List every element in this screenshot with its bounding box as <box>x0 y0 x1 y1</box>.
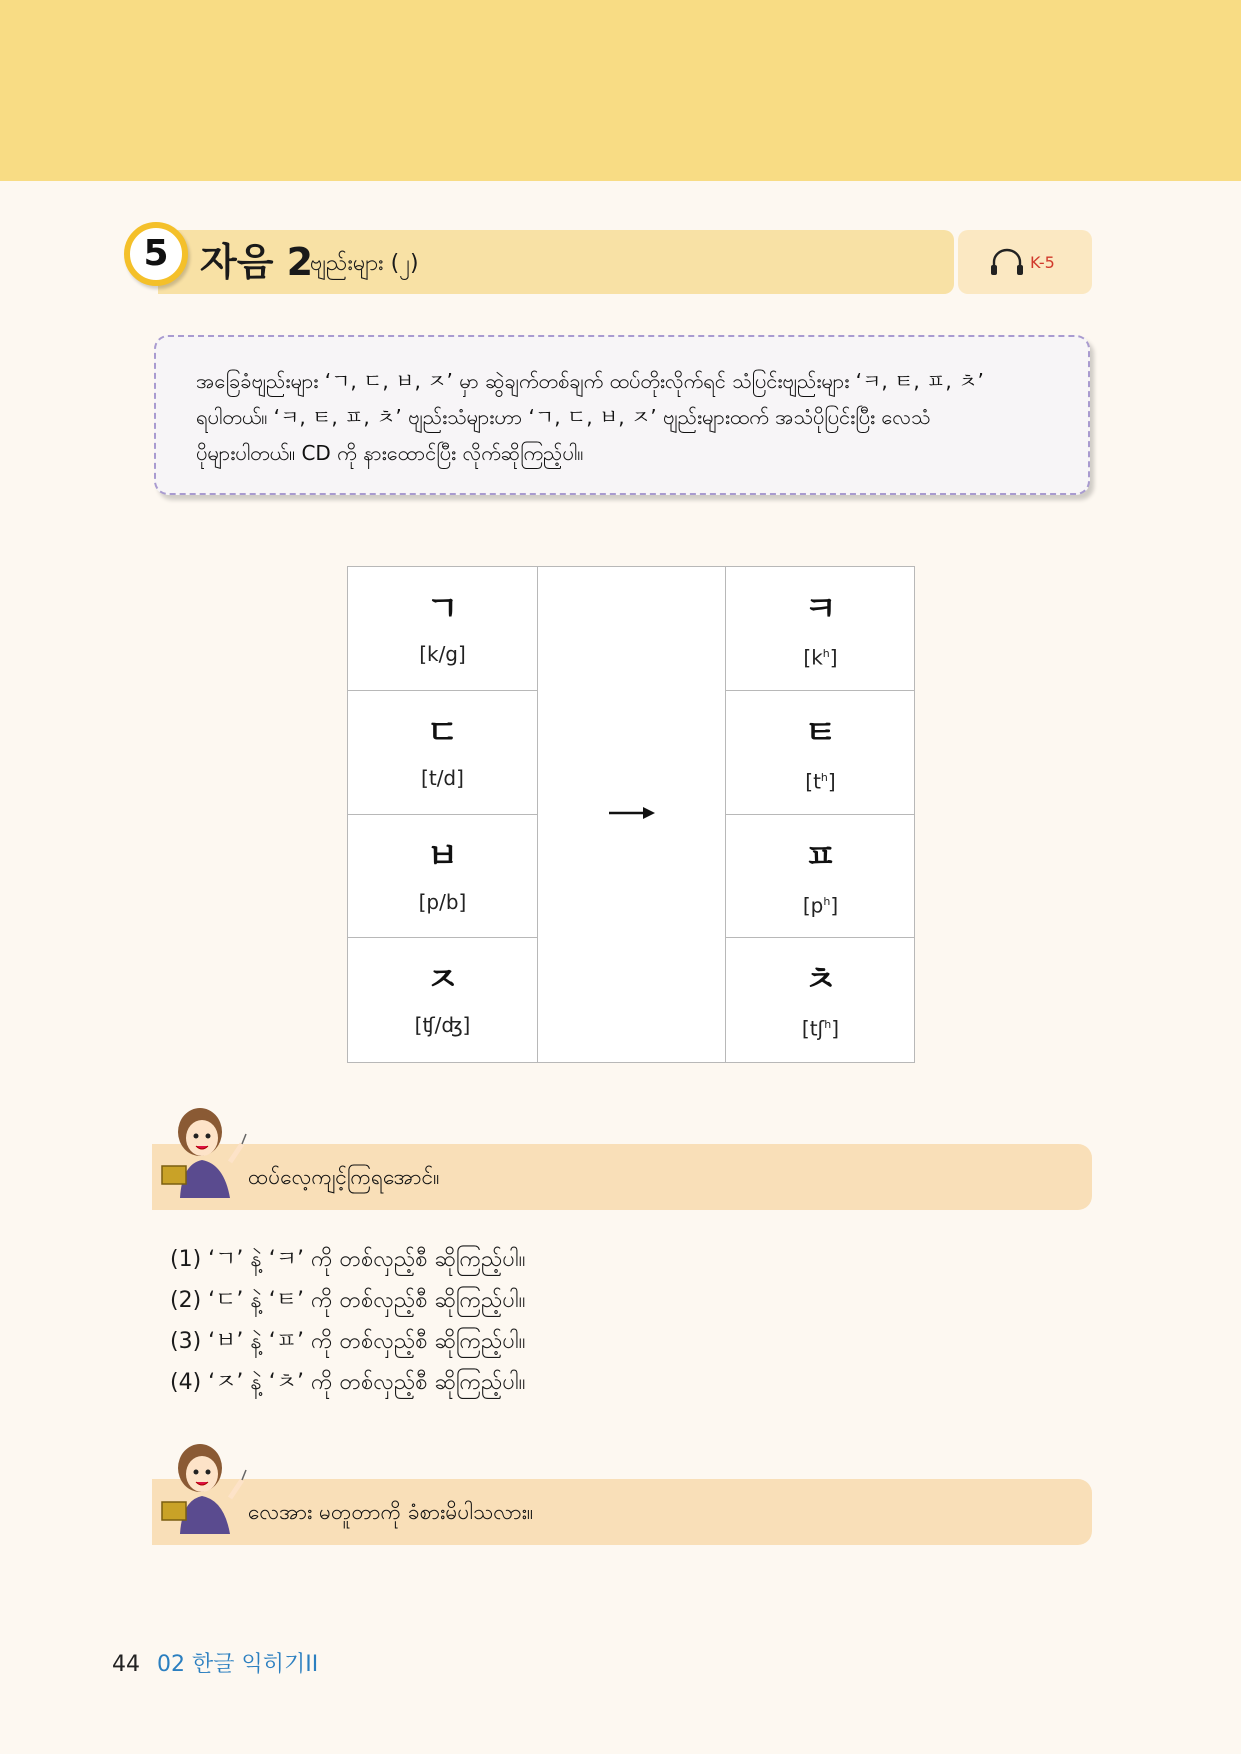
practice-item: (3) ‘ㅂ’ နဲ့ ‘ㅍ’ ကို တစ်လှည့်စီ ဆိုကြည့်ပါ။ <box>170 1329 526 1354</box>
aspirated-jamo: ㅋ <box>804 589 837 629</box>
table-cell-aspirated <box>726 815 915 939</box>
aspirated-ipa: [tʃ$^h$] <box>801 1016 840 1041</box>
practice-heading: ထပ်လေ့ကျင့်ကြရအောင်။ <box>248 1165 440 1189</box>
basic-consonant-column <box>348 567 538 1062</box>
basic-jamo: ㄷ <box>426 712 459 753</box>
aspirated-ipa: $[p^h]$ <box>802 893 839 918</box>
note-line-2: ရပါတယ်။ ‘ㅋ, ㅌ, ㅍ, ㅊ’ ဗျည်းသံများဟာ ‘ㄱ, ㄷ, ㅂ, ㅈ’ ဗျည်းများထက် အသံပိုပြင်းပြီး လေသံ <box>196 405 931 429</box>
basic-ipa: [ʧ/ʤ] <box>414 1013 471 1038</box>
breath-question: လေအား မတူတာကို ခံစားမိပါသလား။ <box>248 1500 534 1524</box>
aspirated-jamo: ㅍ <box>804 836 837 877</box>
page-number: 44 <box>112 1652 140 1677</box>
arrow-right-icon <box>609 803 655 823</box>
note-line-1: အခြေခံဗျည်းများ ‘ㄱ, ㄷ, ㅂ, ㅈ’ မှာ ဆွဲချက်တစ်ချက် ထပ်တိုးလိုက်ရင် သံပြင်းဗျည်းများ ‘ㅋ, ㅌ, ㅍ, ㅊ’ <box>196 369 984 393</box>
section-title: 자음 2 <box>200 240 314 284</box>
table-cell-basic <box>348 691 537 815</box>
basic-ipa: [p/b] <box>418 889 467 914</box>
aspirated-consonant-column <box>726 567 915 1062</box>
audio-track-box[interactable] <box>958 230 1092 294</box>
table-cell-aspirated <box>726 938 915 1062</box>
table-cell-basic <box>348 567 537 691</box>
practice-item: (1) ‘ㄱ’ နဲ့ ‘ㅋ’ ကို တစ်လှည့်စီ ဆိုကြည့်ပါ။ <box>170 1247 526 1272</box>
table-cell-aspirated <box>726 691 915 815</box>
table-cell-basic <box>348 815 537 939</box>
basic-jamo: ㅂ <box>426 836 459 877</box>
page-footer <box>112 1650 318 1680</box>
table-cell-basic <box>348 938 537 1062</box>
audio-code-label: K-5 <box>1030 253 1055 272</box>
section-number-badge: 5 <box>124 222 188 286</box>
basic-jamo: ㄱ <box>426 589 459 629</box>
table-cell-aspirated <box>726 567 915 691</box>
girl-with-book-icon <box>160 1102 252 1198</box>
note-line-3: ပိုများပါတယ်။ CD ကို နားထောင်ပြီး လိုက်ဆိုကြည့်ပါ။ <box>196 441 584 465</box>
basic-ipa: [k/g] <box>419 642 466 666</box>
aspirated-ipa: $[t^h]$ <box>805 769 836 794</box>
practice-item: (4) ‘ㅈ’ နဲ့ ‘ㅊ’ ကို တစ်လှည့်စီ ဆိုကြည့်ပါ။ <box>170 1370 526 1395</box>
consonant-table <box>347 566 915 1063</box>
top-color-band <box>0 0 1241 181</box>
headphone-icon[interactable] <box>990 248 1024 276</box>
basic-jamo: ㅈ <box>426 960 459 1001</box>
girl-with-book-icon <box>160 1438 252 1534</box>
arrow-column <box>537 567 726 1062</box>
explanation-note <box>154 335 1090 495</box>
section-subtitle: ဗျည်းများ (၂) <box>310 251 419 276</box>
chapter-title: 02 한글 익히기II <box>157 1652 319 1677</box>
aspirated-ipa: $[k^h]$ <box>803 645 838 670</box>
basic-ipa: [t/d] <box>421 765 464 790</box>
practice-item: (2) ‘ㄷ’ နဲ့ ‘ㅌ’ ကို တစ်လှည့်စီ ဆိုကြည့်ပါ။ <box>170 1288 526 1313</box>
aspirated-jamo: ㅌ <box>804 712 837 753</box>
aspirated-jamo: ㅊ <box>804 960 837 1001</box>
